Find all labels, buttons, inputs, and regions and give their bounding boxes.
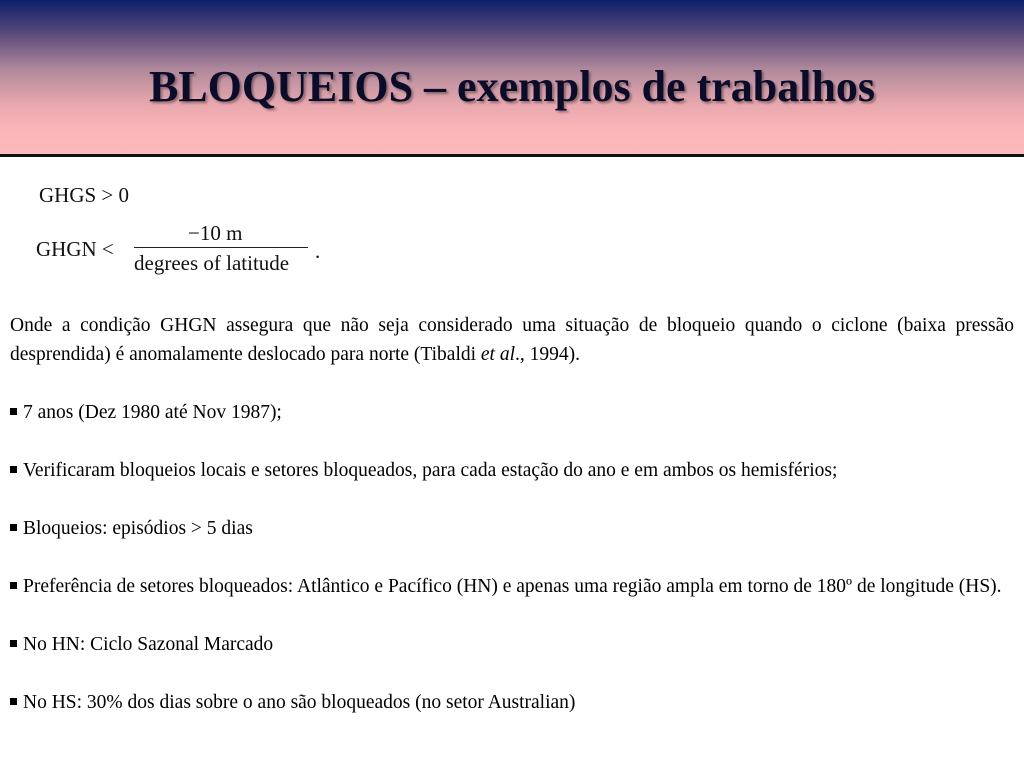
formula-end-punctuation: .: [315, 239, 321, 263]
formula-ghgn-condition: [36, 221, 336, 281]
bullet-square-icon: [10, 640, 17, 647]
bullet-item: [10, 514, 1014, 543]
bullet-item: [10, 456, 1014, 485]
formula-denominator: degrees of latitude: [134, 251, 290, 275]
bullet-square-icon: [10, 524, 17, 531]
bullet-text: Bloqueios: episódios > 5 dias: [23, 518, 253, 539]
slide-body: [10, 311, 1014, 746]
title-banner: [0, 0, 1024, 157]
formula-ghgn-lhs: GHGN <: [36, 237, 114, 261]
slide-title: BLOQUEIOS – exemplos de trabalhos: [148, 62, 876, 111]
bullet-text: Verificaram bloqueios locais e setores bloqueados, para cada estação do ano e em ambos os hemisférios;: [23, 460, 838, 481]
bullet-text: No HN: Ciclo Sazonal Marcado: [23, 634, 274, 655]
bullet-square-icon: [10, 466, 17, 473]
formula-ghgs-condition: GHGS > 0: [39, 183, 130, 207]
intro-paragraph: [10, 311, 1014, 369]
bullet-square-icon: [10, 582, 17, 589]
bullet-item: [10, 572, 1014, 601]
intro-text-end: ., 1994).: [515, 344, 581, 365]
formula-fraction-bar: [134, 247, 308, 248]
intro-text: Onde a condição GHGN assegura que não seja considerado uma situação de bloqueio quando o ciclone (baixa pressão desprendida) é anomalamente deslocado para norte (Tibaldi: [10, 315, 1014, 365]
bullet-square-icon: [10, 698, 17, 705]
formula-image: [36, 178, 336, 278]
bullet-text: No HS: 30% dos dias sobre o ano são bloqueados (no setor Australian): [23, 692, 576, 713]
bullet-item: [10, 630, 1014, 659]
bullet-item: [10, 398, 1014, 427]
bullet-item: [10, 688, 1014, 717]
bullet-text: 7 anos (Dez 1980 até Nov 1987);: [23, 402, 282, 423]
formula-numerator: −10 m: [188, 221, 243, 245]
bullet-square-icon: [10, 408, 17, 415]
bullet-text: Preferência de setores bloqueados: Atlântico e Pacífico (HN) e apenas uma região ampla em torno de 180º de longitude (HS).: [23, 576, 1002, 597]
intro-italic-citation: et al: [480, 344, 516, 365]
